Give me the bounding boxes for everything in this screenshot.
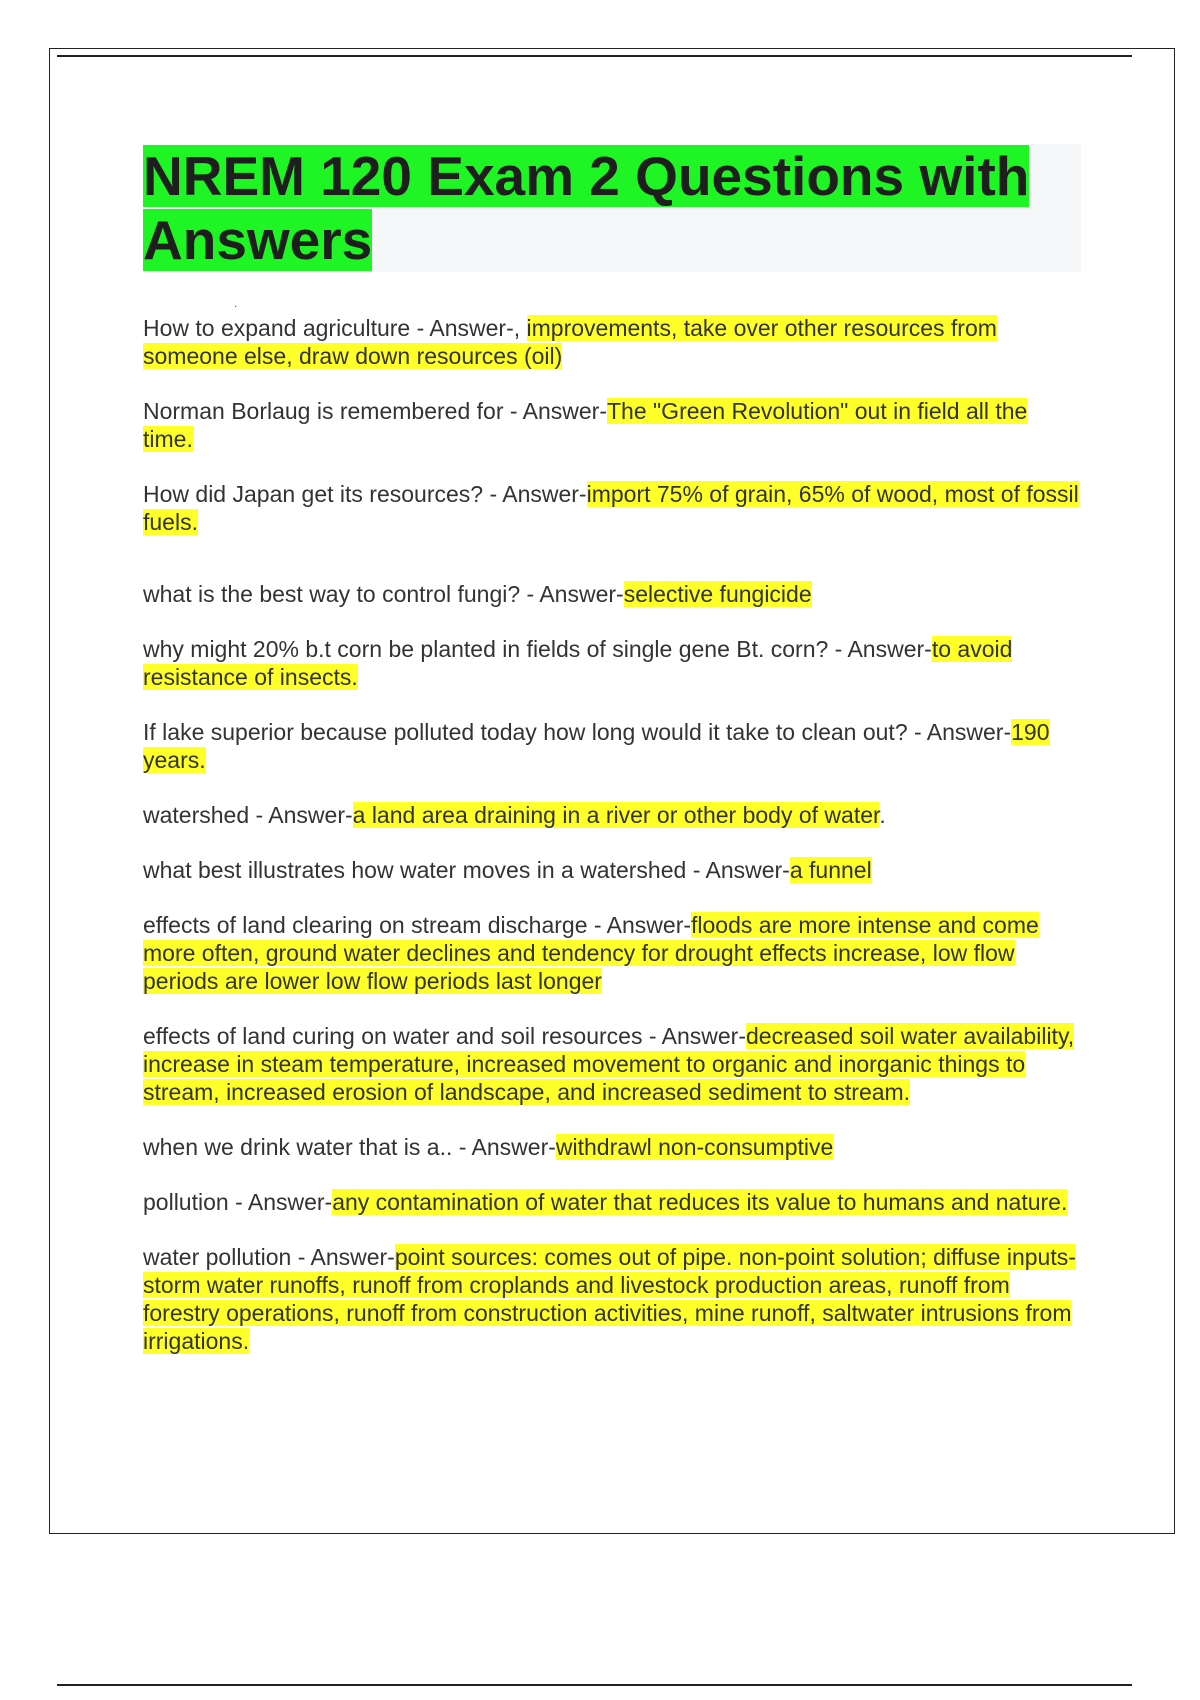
question-text: If lake superior because polluted today how long would it take to clean out? - Answer- [143, 719, 1012, 745]
question-text: How did Japan get its resources? - Answer- [143, 481, 587, 507]
qa-item-1 [143, 314, 1083, 370]
question-text: water pollution - Answer- [143, 1244, 395, 1270]
answer-text: improvements, take over other resources from someone else, draw down resources (oil) [143, 315, 997, 369]
qa-item-7 [143, 801, 1083, 829]
qa-list [143, 314, 1083, 1355]
answer-text: import 75% of grain, 65% of wood, most of fossil fuels. [143, 481, 1079, 535]
question-text: when we drink water that is a.. - Answer- [143, 1134, 556, 1160]
answer-text: floods are more intense and come more often, ground water declines and tendency for drought effects increase, low flow periods are lower low flow periods last longer [143, 912, 1039, 994]
answer-text: The "Green Revolution" out in field all the time. [143, 398, 1028, 452]
question-text: pollution - Answer- [143, 1189, 333, 1215]
qa-item-11 [143, 1133, 1083, 1161]
question-text: what is the best way to control fungi? - Answer- [143, 581, 624, 607]
answer-text: a land area draining in a river or other body of water [352, 802, 880, 828]
answer-suffix: . [879, 802, 886, 828]
qa-item-8 [143, 856, 1083, 884]
answer-text: a funnel [789, 857, 872, 883]
qa-item-13 [143, 1243, 1083, 1355]
question-text: watershed - Answer- [143, 802, 353, 828]
page-title [143, 144, 1073, 272]
qa-item-4 [143, 580, 1083, 608]
qa-item-3 [143, 480, 1083, 536]
question-text: what best illustrates how water moves in a watershed - Answer- [143, 857, 790, 883]
bottom-rule [57, 1684, 1132, 1686]
answer-text: to avoid resistance of insects. [143, 636, 1013, 690]
qa-item-2 [143, 397, 1083, 453]
question-text: Norman Borlaug is remembered for - Answer- [143, 398, 607, 424]
qa-item-12 [143, 1188, 1083, 1216]
title-text: NREM 120 Exam 2 Questions with Answers [143, 145, 1030, 271]
qa-item-10 [143, 1022, 1083, 1106]
question-text: why might 20% b.t corn be planted in fields of single gene Bt. corn? - Answer- [143, 636, 932, 662]
question-text: How to expand agriculture - Answer-, [143, 315, 527, 341]
answer-text: selective fungicide [623, 581, 812, 607]
top-rule [57, 55, 1132, 57]
answer-text: 190 years. [143, 719, 1050, 773]
stray-dot: . [234, 296, 238, 310]
qa-item-5 [143, 635, 1083, 691]
answer-text: point sources: comes out of pipe. non-point solution; diffuse inputs-storm water runoffs, runoff from croplands and livestock production areas, runoff from forestry operations, runoff from construction activities, mine runoff, saltwater intrusions from irrigations. [143, 1244, 1076, 1354]
question-text: effects of land curing on water and soil resources - Answer- [143, 1023, 746, 1049]
qa-item-9 [143, 911, 1083, 995]
question-text: effects of land clearing on stream discharge - Answer- [143, 912, 692, 938]
answer-text: withdrawl non-consumptive [555, 1134, 834, 1160]
answer-text: decreased soil water availability, increase in steam temperature, increased movement to organic and inorganic things to stream, increased erosion of landscape, and increased sediment to stream. [143, 1023, 1075, 1105]
answer-text: any contamination of water that reduces its value to humans and nature. [332, 1189, 1068, 1215]
qa-item-6 [143, 718, 1083, 774]
